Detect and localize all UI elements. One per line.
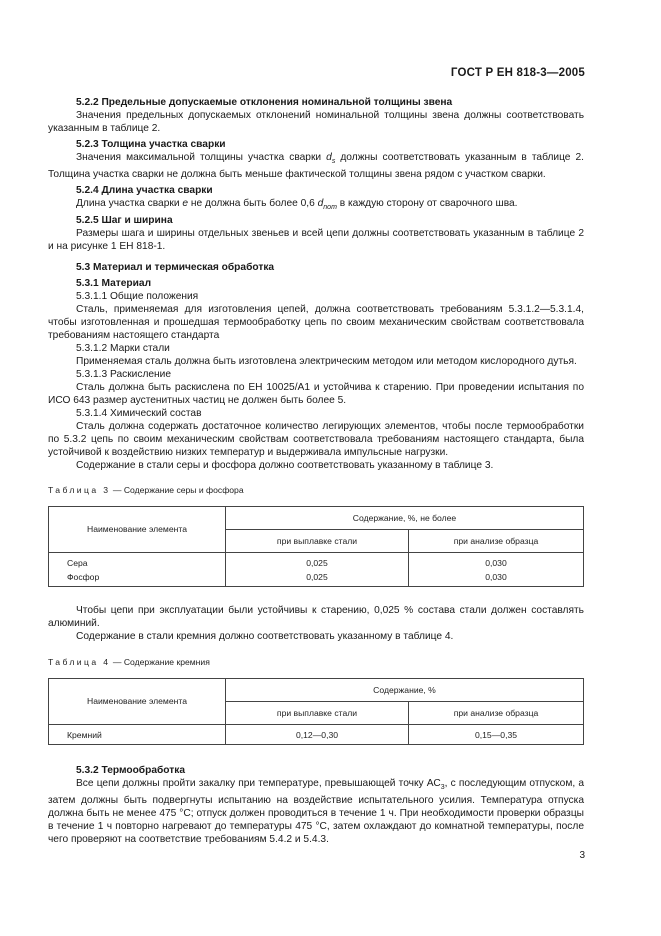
section-5-2-5-text: Размеры шага и ширины отдельных звеньев и всей цепи должны соответствовать указанным в таблице 2 и на рисунке 1 ЕН 818-1.: [48, 228, 584, 253]
page-number: 3: [579, 850, 585, 861]
section-5-2-5-heading: 5.2.5 Шаг и ширина: [76, 215, 173, 227]
var-d: d: [326, 152, 332, 163]
table-3-header-melt: при выплавке стали: [226, 530, 409, 553]
table-cell: 0,030: [409, 553, 584, 571]
section-5-2-2-heading: 5.2.2 Предельные допускаемые отклонения номинальной толщины звена: [76, 97, 453, 108]
section-5-3-1-2-text: Применяемая сталь должна быть изготовлена электрическим методом или методом кислородного дутья.: [76, 356, 577, 368]
table-cell: Сера: [49, 553, 226, 571]
section-5-3-1-4-text: Сталь должна содержать достаточное количество легирующих элементов, чтобы после термообработки по 5.3.2 цепь по своим механическим свойствам соответствовала требованиям настоящего стандарта, была устойчивой к воздействию низких температур и выдерживала импульсные нагрузки.: [48, 421, 584, 459]
table-3-header-name: Наименование элемента: [49, 507, 226, 553]
silicon-text: Содержание в стали кремния должно соответствовать указанному в таблице 4.: [76, 631, 454, 643]
text-part: в каждую сторону от сварочного шва.: [336, 198, 518, 210]
text-part: , с последующим отпуском, а затем должны быть подвергнуты испытанию на воздействие испытательного усилия. Температура отпуска должна быть не менее 475 °С; отпуск должен проводиться в течение 1 ч. При необходимости проверки образцы в течение 1 ч повторно нагревают до температуры 475 °С, затем охлаждают до комнатной температуры, после чего проверяют на соответствие требованиям 5.4.2 и 5.4.3.: [48, 778, 584, 846]
table-4-label: Таблица 4: [48, 657, 111, 668]
section-5-3-1-1-title: 5.3.1.1 Общие положения: [76, 291, 199, 303]
table-4-header-group: Содержание, %: [226, 679, 584, 702]
table-3: [48, 506, 584, 587]
section-5-3-1-4-title: 5.3.1.4 Химический состав: [76, 408, 202, 420]
text-part: должны соответствовать указанным в таблице 2. Толщина участка сварки не должна быть меньше фактической толщины звена рядом с участком сварки.: [48, 152, 584, 181]
standard-code: ГОСТ Р ЕН 818-3—2005: [450, 67, 585, 79]
ac-subscript: 3: [440, 784, 445, 792]
table-4-caption: [48, 656, 584, 669]
section-5-3-2-heading: 5.3.2 Термообработка: [76, 765, 186, 777]
table-4: [48, 678, 584, 745]
table-row: [49, 570, 584, 587]
table-cell: Фосфор: [49, 570, 226, 587]
section-5-3-2-text: [48, 777, 584, 846]
page-content: [48, 96, 584, 846]
table-3-label: Таблица 3: [48, 485, 111, 496]
section-5-3-1-1-text: Сталь, применяемая для изготовления цепей, должна соответствовать требованиям 5.3.1.2—5.3.1.4, чтобы изготовленная и прошедшая термообработку цепь по своим механическим свойствам соответствовала требованиям настоящего стандарта: [48, 304, 584, 342]
section-5-2-4-heading: 5.2.4 Длина участка сварки: [76, 185, 213, 197]
table-cell: Кремний: [49, 725, 226, 745]
table-cell: 0,12—0,30: [226, 725, 409, 745]
table-row: [49, 553, 584, 571]
table-cell: 0,030: [409, 570, 584, 587]
section-5-2-4-text: [48, 197, 584, 214]
table-4-title: — Содержание кремния: [110, 657, 210, 668]
section-5-2-2-text: Значения предельных допускаемых отклонений номинальной толщины звена должны соответствовать указанным в таблице 2.: [48, 110, 584, 134]
section-5-3-1-3-text: Сталь должна быть раскислена по ЕН 10025/А1 и устойчива к старению. При проведении испытания по ИСО 643 размер аустенитных частиц не должен быть более 5.: [48, 382, 584, 407]
var-e: e: [182, 198, 189, 210]
var-d-sub: s: [331, 158, 336, 166]
aluminium-text: Чтобы цепи при эксплуатации были устойчивы к старению, 0,025 % состава стали должен составлять алюминий.: [48, 605, 584, 630]
table-cell: 0,025: [226, 570, 409, 587]
table-3-caption: [48, 484, 584, 497]
table-3-title: — Содержание серы и фосфора: [110, 485, 244, 496]
section-5-3-1-3-title: 5.3.1.3 Раскисление: [76, 369, 172, 381]
section-5-2-3-heading: 5.2.3 Толщина участка сварки: [76, 139, 226, 150]
text-part: не должна быть более 0,6: [188, 198, 318, 210]
section-5-3-1-2-title: 5.3.1.2 Марки стали: [76, 343, 170, 355]
table-4-header-name: Наименование элемента: [49, 679, 226, 725]
section-5-3-1-4-text-2: Содержание в стали серы и фосфора должно соответствовать указанному в таблице 3.: [76, 460, 494, 472]
var-dnom: d: [317, 198, 324, 210]
table-4-header-melt: при выплавке стали: [226, 702, 409, 725]
table-row: [49, 725, 584, 745]
var-dnom-sub: nom: [323, 204, 337, 212]
text-part: Длина участка сварки: [76, 198, 183, 210]
table-cell: 0,15—0,35: [409, 725, 584, 745]
table-3-header-sample: при анализе образца: [409, 530, 584, 553]
text-part: Все цепи должны пройти закалку при температуре, превышающей точку АС: [76, 778, 441, 790]
table-4-header-sample: при анализе образца: [409, 702, 584, 725]
section-5-3-heading: 5.3 Материал и термическая обработка: [76, 262, 275, 274]
text-part: Значения максимальной толщины участка сварки: [76, 152, 327, 163]
section-5-3-1-heading: 5.3.1 Материал: [76, 278, 152, 290]
table-3-header-group: Содержание, %, не более: [226, 507, 584, 530]
section-5-2-3-text: [48, 151, 584, 181]
table-cell: 0,025: [226, 553, 409, 571]
